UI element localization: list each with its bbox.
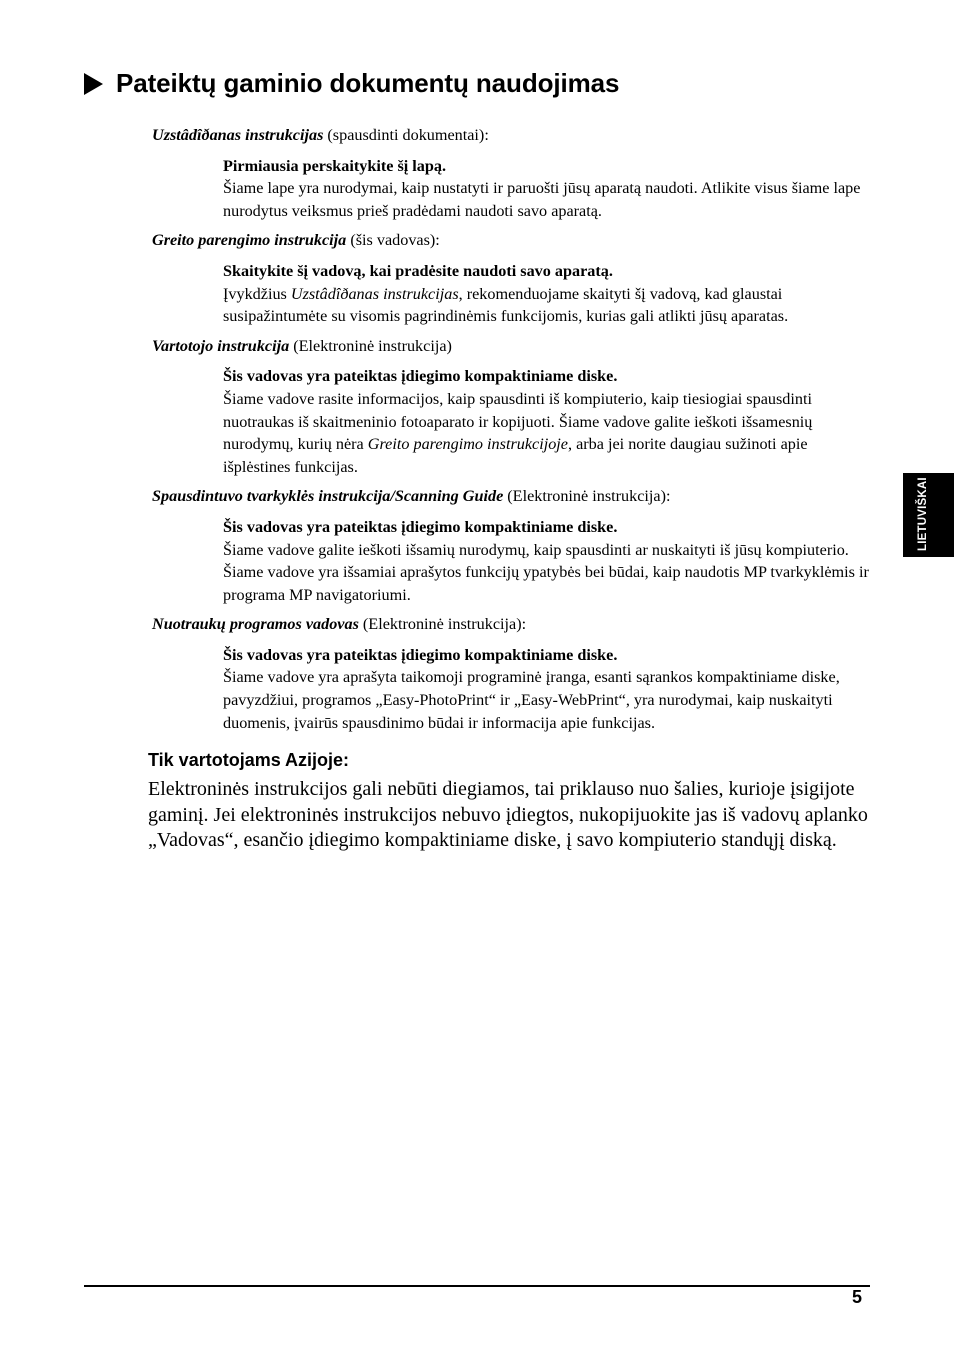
description-text: , rekomenduojame skaityti šį vadovą, kad glaustai susipažintumėte su visomis pagrindinėmis funkcijomis, kurias gali atlikti jūsų aparatas. (223, 284, 789, 326)
asia-users-section (148, 750, 878, 854)
description-italic-title: Uzstâdîðanas instrukcijas (290, 284, 459, 303)
language-side-tab (903, 473, 954, 557)
document-entry-title (152, 229, 872, 252)
triangle-bullet-icon (84, 73, 103, 95)
document-entry-title (152, 124, 872, 147)
document-name: Vartotojo instrukcija (152, 336, 290, 355)
document-lead: Skaitykite šį vadovą, kai pradėsite naudoti savo aparatą. (223, 261, 613, 280)
document-entry-body (223, 644, 872, 734)
description-text: Šiame vadove rasite informacijos, kaip spausdinti iš kompiuterio, kaip tiesiogiai spausdinti nuotraukas iš skaitmeninio fotoaparato ir kopijuoti. Šiame vadove galite ieškoti išsamesnių nurodymų, kurių nėra (223, 389, 813, 454)
description-italic-title: Greito parengimo instrukcijoje (367, 435, 568, 454)
document-lead: Šis vadovas yra pateiktas įdiegimo kompaktiniame diske. (223, 517, 618, 536)
document-entry-body (223, 516, 872, 606)
language-tab-label: LIETUVIŠKAI (917, 477, 929, 551)
document-entry-body (223, 260, 872, 328)
document-lead: Pirmiausia perskaitykite šį lapą. (223, 156, 447, 175)
document-description: Šiame vadove yra aprašyta taikomoji programinė įranga, esanti sąrankos kompaktiniame diske, pavyzdžiui, programos „Easy-PhotoPrint“ ir „Easy-WebPrint“, yra nurodymai, kaip nuskaityti duomenis, įvairūs spausdinimo būdai ir informacija apie funkcijas. (223, 668, 840, 732)
document-name: Uzstâdîðanas instrukcijas (152, 126, 324, 144)
document-name: Greito parengimo instrukcija (152, 231, 347, 250)
document-description (223, 283, 872, 328)
document-name: Nuotraukų programos vadovas (152, 615, 359, 634)
document-entry (152, 124, 872, 222)
document-note: (Elektroninė instrukcija): (503, 487, 671, 506)
document-name: Spausdintuvo tvarkyklės instrukcija/Scanning Guide (152, 487, 504, 506)
footer-divider (84, 1285, 870, 1287)
document-entry-title (152, 613, 872, 636)
description-text: Įvykdžius (223, 284, 291, 303)
document-list (152, 124, 872, 741)
section-heading (84, 68, 619, 99)
document-entry-body (223, 155, 872, 223)
document-note: (spausdinti dokumentai): (323, 126, 489, 144)
document-entry (152, 229, 872, 327)
document-lead: Šis vadovas yra pateiktas įdiegimo kompaktiniame diske. (223, 367, 618, 386)
page-number: 5 (852, 1287, 863, 1307)
section-heading-text: Pateiktų gaminio dokumentų naudojimas (116, 68, 620, 98)
document-entry (152, 335, 872, 479)
asia-users-title: Tik vartotojams Azijoje: (148, 750, 350, 770)
document-entry (152, 485, 872, 606)
document-description: Šiame vadove galite ieškoti išsamių nurodymų, kaip spausdinti ar nuskaityti iš jūsų kompiuterio. Šiame vadove yra išsamiai aprašytos funkcijų ypatybės bei būdai, kaip naudotis MP tvarkyklėmis ir programa MP navigatoriumi. (223, 540, 869, 604)
document-note: (Elektroninė instrukcija) (289, 336, 452, 355)
document-entry (152, 613, 872, 734)
document-lead: Šis vadovas yra pateiktas įdiegimo kompaktiniame diske. (223, 645, 618, 664)
document-note: (Elektroninė instrukcija): (358, 615, 527, 634)
asia-users-text: Elektroninės instrukcijos gali nebūti diegiamos, tai priklauso nuo šalies, kurioje įsigijote gaminį. Jei elektroninės instrukcijos nebuvo įdiegtos, nukopijuokite jas iš vadovų aplanko „Vadovas“, esančio įdiegimo kompaktiniame diske, į savo kompiuterio standųjį diską. (148, 778, 868, 851)
document-entry-title (152, 335, 872, 358)
document-description: Šiame lape yra nurodymai, kaip nustatyti ir paruošti jūsų aparatą naudoti. Atlikite visus šiame lape nurodytus veiksmus prieš pradėdami naudoti savo aparatą. (223, 179, 861, 220)
document-entry-body (223, 365, 872, 478)
document-description (223, 388, 872, 478)
document-entry-title (152, 485, 872, 508)
description-text: , arba jei norite daugiau sužinoti apie išplėstines funkcijas. (223, 435, 808, 476)
document-note: (šis vadovas): (346, 231, 440, 250)
